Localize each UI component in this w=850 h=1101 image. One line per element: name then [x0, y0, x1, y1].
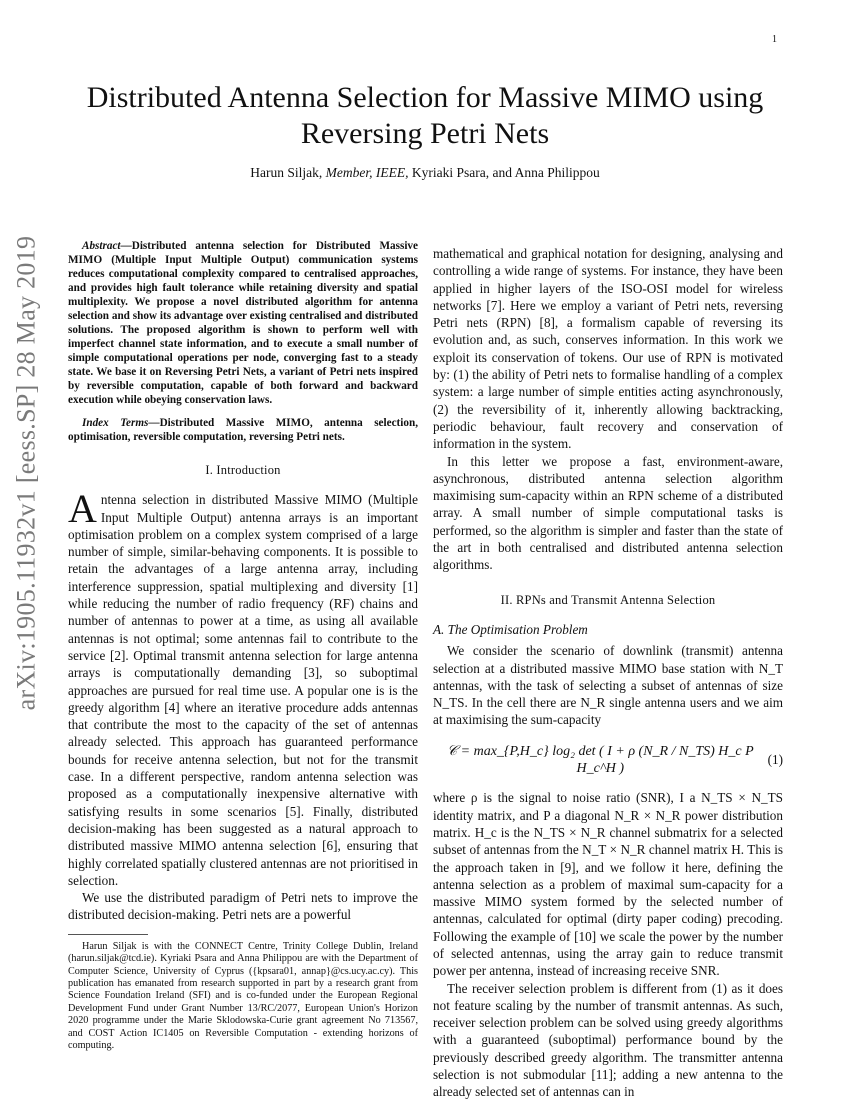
section-heading-introduction: I. Introduction: [205, 463, 281, 477]
index-terms: [68, 416, 418, 444]
abstract-label: Abstract: [82, 240, 121, 252]
section-heading-rpns: II. RPNs and Transmit Antenna Selection: [500, 592, 716, 607]
arxiv-identifier: arXiv:1905.11932v1 [eess.SP] 28 May 2019: [11, 235, 41, 710]
index-terms-text: —Distributed Massive MIMO, antenna selection, optimisation, reversible computation, reversing Petri nets.: [68, 417, 418, 443]
drop-cap: A: [68, 486, 97, 532]
intro-paragraph-1: [68, 486, 418, 889]
paper-title: Distributed Antenna Selection for Massive MIMO using Reversing Petri Nets: [86, 81, 764, 150]
equation-number: (1): [767, 752, 783, 768]
author-line: [60, 165, 790, 181]
coauthor-names: Kyriaki Psara, and Anna Philippou: [408, 165, 600, 180]
arxiv-stamp: [6, 235, 46, 710]
equation-1: [433, 743, 783, 778]
abstract: [68, 239, 418, 407]
author-role: Member, IEEE,: [325, 165, 409, 180]
author-footnote: Harun Siljak is with the CONNECT Centre, Trinity College Dublin, Ireland (harun.siljak@tcd.ie). Kyriaki Psara and Anna Philippou are with the Department of Computer Science, University of Cyprus ({kpsara01, annap}@cs.ucy.ac.cy). This publication has emanated from research supported in part by a research grant from Science Foundation Ireland (SFI) and is co-funded under the European Regional Development Fund under Grant Number 13/RC/2077, European Union's Horizon 2020 programme under the Marie Sklodowska-Curie grant agreement No 713567, and COST Action IC1405 on Reversible Computation - extending horizons of computing.: [68, 940, 418, 1051]
left-column: [68, 239, 418, 1052]
intro-paragraph-2: We use the distributed paradigm of Petri nets to improve the distributed decision-making. Petri nets are a powerful: [68, 890, 418, 923]
intro-paragraph-3: mathematical and graphical notation for designing, analysing and controlling a wide range of systems. For instance, they have been applied in higher layers of the ISO-OSI model for wireless networks [7]. Here we employ a variant of Petri nets, reversing Petri nets (RPN) [8], a formalism capable of reversing its evolution and, as such, conserves information. In this work we exploit its conservation of tokens. Our use of RPN is motivated by: (1) the ability of Petri nets to formalise handling of a complex system: a large number of simple entities acting asynchronously, (2) the reversibility of it, inherently allowing backtracking, periodic behaviour, fault recovery and conservation of information in the system.: [433, 246, 783, 452]
footnote-divider: [68, 934, 148, 935]
index-terms-label: Index Terms: [82, 417, 149, 429]
intro-paragraph-4: In this letter we propose a fast, environment-aware, asynchronous, distributed antenna selection algorithm maximising sum-capacity within an RPN scheme of a distributed array. A small number of simple computational tasks is performed, so the algorithm is simpler and faster than the state of the art in both centralised and distributed antenna selection algorithms.: [433, 453, 783, 573]
section2-paragraph-2: where ρ is the signal to noise ratio (SNR), I a N_TS × N_TS identity matrix, and P a diagonal N_R × N_R power distribution matrix. H_c is the N_TS × N_R channel submatrix for a selected subset of antennas from the N_T × N_R channel matrix H. This is the approach taken in [9], and we follow it here, defining the antenna selection as a problem of maximal sum-capacity for a massive MIMO system formed by the selected number of antennas, calculated for optimal (dirty paper coding) precoding. Following the example of [10] we scale the power by the number of selected antennas, using the array gain to reduce transmit power per antenna, instead of increasing receive SNR.: [433, 790, 783, 979]
abstract-text: —Distributed antenna selection for Distributed Massive MIMO (Multiple Input Multiple Output) communication systems reduces computational complexity compared to centralised approaches, and provides high fault tolerance while retaining diversity and spatial multiplexity. We propose a novel distributed algorithm for antenna selection and show its advantage over existing centralised and distributed solutions. The proposed algorithm is shown to perform well with imperfect channel state information, and to execute a small number of simple computational operations per node, converging fast to a steady state. We base it on Reversing Petri Nets, a variant of Petri nets inspired by reversible computation, capable of both forward and backward execution while obeying conservation laws.: [68, 240, 418, 406]
section2-paragraph-1: We consider the scenario of downlink (transmit) antenna selection at a distributed massive MIMO base station with N_T antennas, with the task of selecting a subset of antennas of size N_TS. In the cell there are N_R single antenna users and we aim at maximising the sum-capacity: [433, 643, 783, 728]
subsection-heading-optimisation: A. The Optimisation Problem: [433, 621, 588, 637]
author-name: Harun Siljak,: [250, 165, 326, 180]
section2-paragraph-3: The receiver selection problem is different from (1) as it does not feature scaling by the number of transmit antennas. As such, receiver selection problem can be solved using greedy algorithms with a guaranteed (suboptimal) performance bound by the previously described greedy algorithm. The transmitter antenna selection is not submodular [11]; adding a new antenna to the already selected set of antennas can in: [433, 980, 783, 1100]
intro-paragraph-1-text: ntenna selection in distributed Massive MIMO (Multiple Input Multiple Output) antenna arrays is an important optimisation problem on a complex system comprised of a large number of simple, similar-behaving components. It is possible to retain the advantages of a large antenna array, including interference suppression, spatial multiplexing and diversity [1] while reducing the number of radio frequency (RF) chains and number of antennas to power at a time, as using all available antennas is not optimal; some antennas fail to contribute to the service [2]. Optimal transmit antenna selection for large antenna arrays is computationally demanding [3], so suboptimal approaches are pursued for real time use. A popular one is is the greedy algorithm [4] where an iterative procedure adds antennas that contribute the most to the capacity of the set of antennas already selected. This approach has guaranteed performance bounds for receive antenna selection, but not for the transmit case. In a different perspective, random antenna selection was proposed as a computationally inexpensive alternative with satisfying results in some scenarios [5]. Finally, distributed decision-making has been suggested as a natural approach to distributed massive MIMO antenna selection [6], ensuring that highly correlated spatially clustered antennas are not prioritised in selection.: [68, 492, 418, 888]
right-column: [433, 245, 783, 1101]
equation-body: 𝒞 = max_{P,H_c} log₂ det ( I + ρ (N_R / N_TS) H_c P H_c^H ): [446, 743, 754, 777]
page-number: 1: [772, 34, 777, 45]
